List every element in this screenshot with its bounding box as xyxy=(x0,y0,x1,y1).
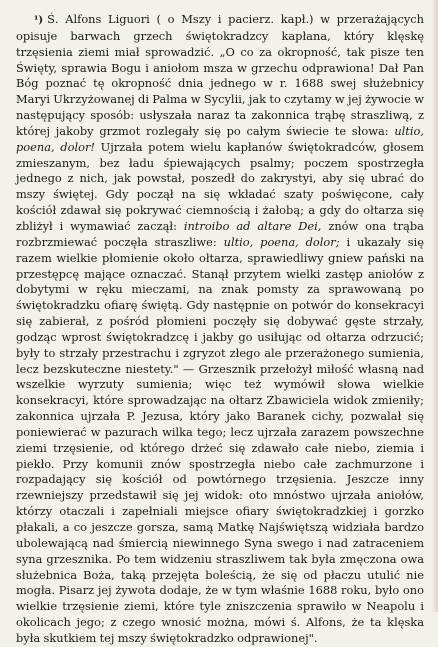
text-segment: Ś. Alfons Liguori ( o Mszy i pacierz. kapł.) w przerażających opisuje barwach grzech świętokradzcy kapłana, który klęskę trzęsienia ziemi miał sprowadzić. „O co za okropność, tak pisze ten Święty, sprawia Bogu i aniołom msza w grzechu odprawiona! Dał Pan Bóg poznać tę okropność dnia jednego w r. 1688 swej służebnicy Maryi Ukrzyżowanej di Palma w Sycylii, jak to czytamy w jej żywocie w następujący sposób: usłyszała naraz ta zakonnica trąbę straszliwą, z której jakoby grzmot rozlegały się po całym świecie te słowa: xyxy=(16,12,424,138)
text-segment: znów ona trąba rozbrzmiewać poczęła straszliwe: xyxy=(16,218,424,249)
text-segment: i ukazały się razem wielkie płomienie około ołtarza, sprawiedliwy gniew pański na przestępcę mające oznaczać. Stanął przytem wielki zastęp aniołów z dobytymi w ręku mieczami, na znak pomsty za sprawowaną po świętokradzku ofiarę świętą. Gdy następnie on potwór do konsekracyi się zabierał, z pośród płomieni poczęły się dobywać gęste strzały, godząc wprost świętokradzcę i jakby go usiłując od ołtarza odrzucić; były to strzały przestrachu i zgryzot złego ale przerażonego sumienia, lecz bezskuteczne niestety." — Grzesznik przełożył miłość własną nad wszelkie wyrzuty sumienia; więc też wymówił słowa wielkie konsekracyi, które sprowadzając na ołtarz Zbawiciela widok zmieniły; zakonnica ujrzała P. Jezusa, który jako Baranek cichy, pozwalał się poniewierać w pazurach wilka tego; lecz ujrzała zarazem powszechne ziemi trzęsienie, od którego drżeć się zdawało całe niebo, ziemia i piekło. Przy komunii znów spostrzegła niebo całe zachmurzone i rozpadający się kościół od powtórnego trzęsienia. Jeszcze inny rzewniejszy przedstawił się jej widok: oto mnóstwo ujrzała aniołów, którzy otaczali i zapełniali miejsce ofiary świętokradzkiej i gorzko płakali, a co jeszcze gorsza, samą Matkę Najświętszą widziała bardzo ubolewającą nad śmiercią niewinnego Syna swego i nad zatraceniem syna grzesznika. Po tem widzeniu straszliwem tak była zmęczona owa służebnica Boża, taką przejęta boleścią, że się od płaczu utulić nie mogła. Pisarz jej żywota dodaje, że w tym właśnie 1688 roku, było ono wielkie trzęsienie ziemi, które tyle zniszczenia sprawiło w Neapolu i okolicach jego; z czego wnosić można, mówi ś. Alfons, że ta klęska była skutkiem tej mszy świętokradzko odprawionej". xyxy=(16,234,424,645)
footnote-marker: ¹) xyxy=(34,15,44,26)
footnote-paragraph xyxy=(16,12,424,647)
latin-phrase: introibo ad altare Dei, xyxy=(183,218,322,233)
page-edge-shadow xyxy=(432,0,438,612)
text-segment: Ujrzała potem wielu kapłanów świętokradców, głosem zmieszanym, bez ładu śpiewających psalmy; poczem spostrzegła jednego z nich, jak powstał, poszedł do zakrystyi, aby się ubrać do mszy świętej. Gdy począł na się wkładać szaty poświęcone, cały kościół zdawał się pokrywać ciemnością i żałobą; a gdy do ołtarza się zbliżył i wymawiać zaczął: xyxy=(16,139,424,233)
latin-phrase: ultio, poena, dolor; xyxy=(223,234,340,249)
latin-phrase: ultio, poena, dolor! xyxy=(16,123,424,154)
